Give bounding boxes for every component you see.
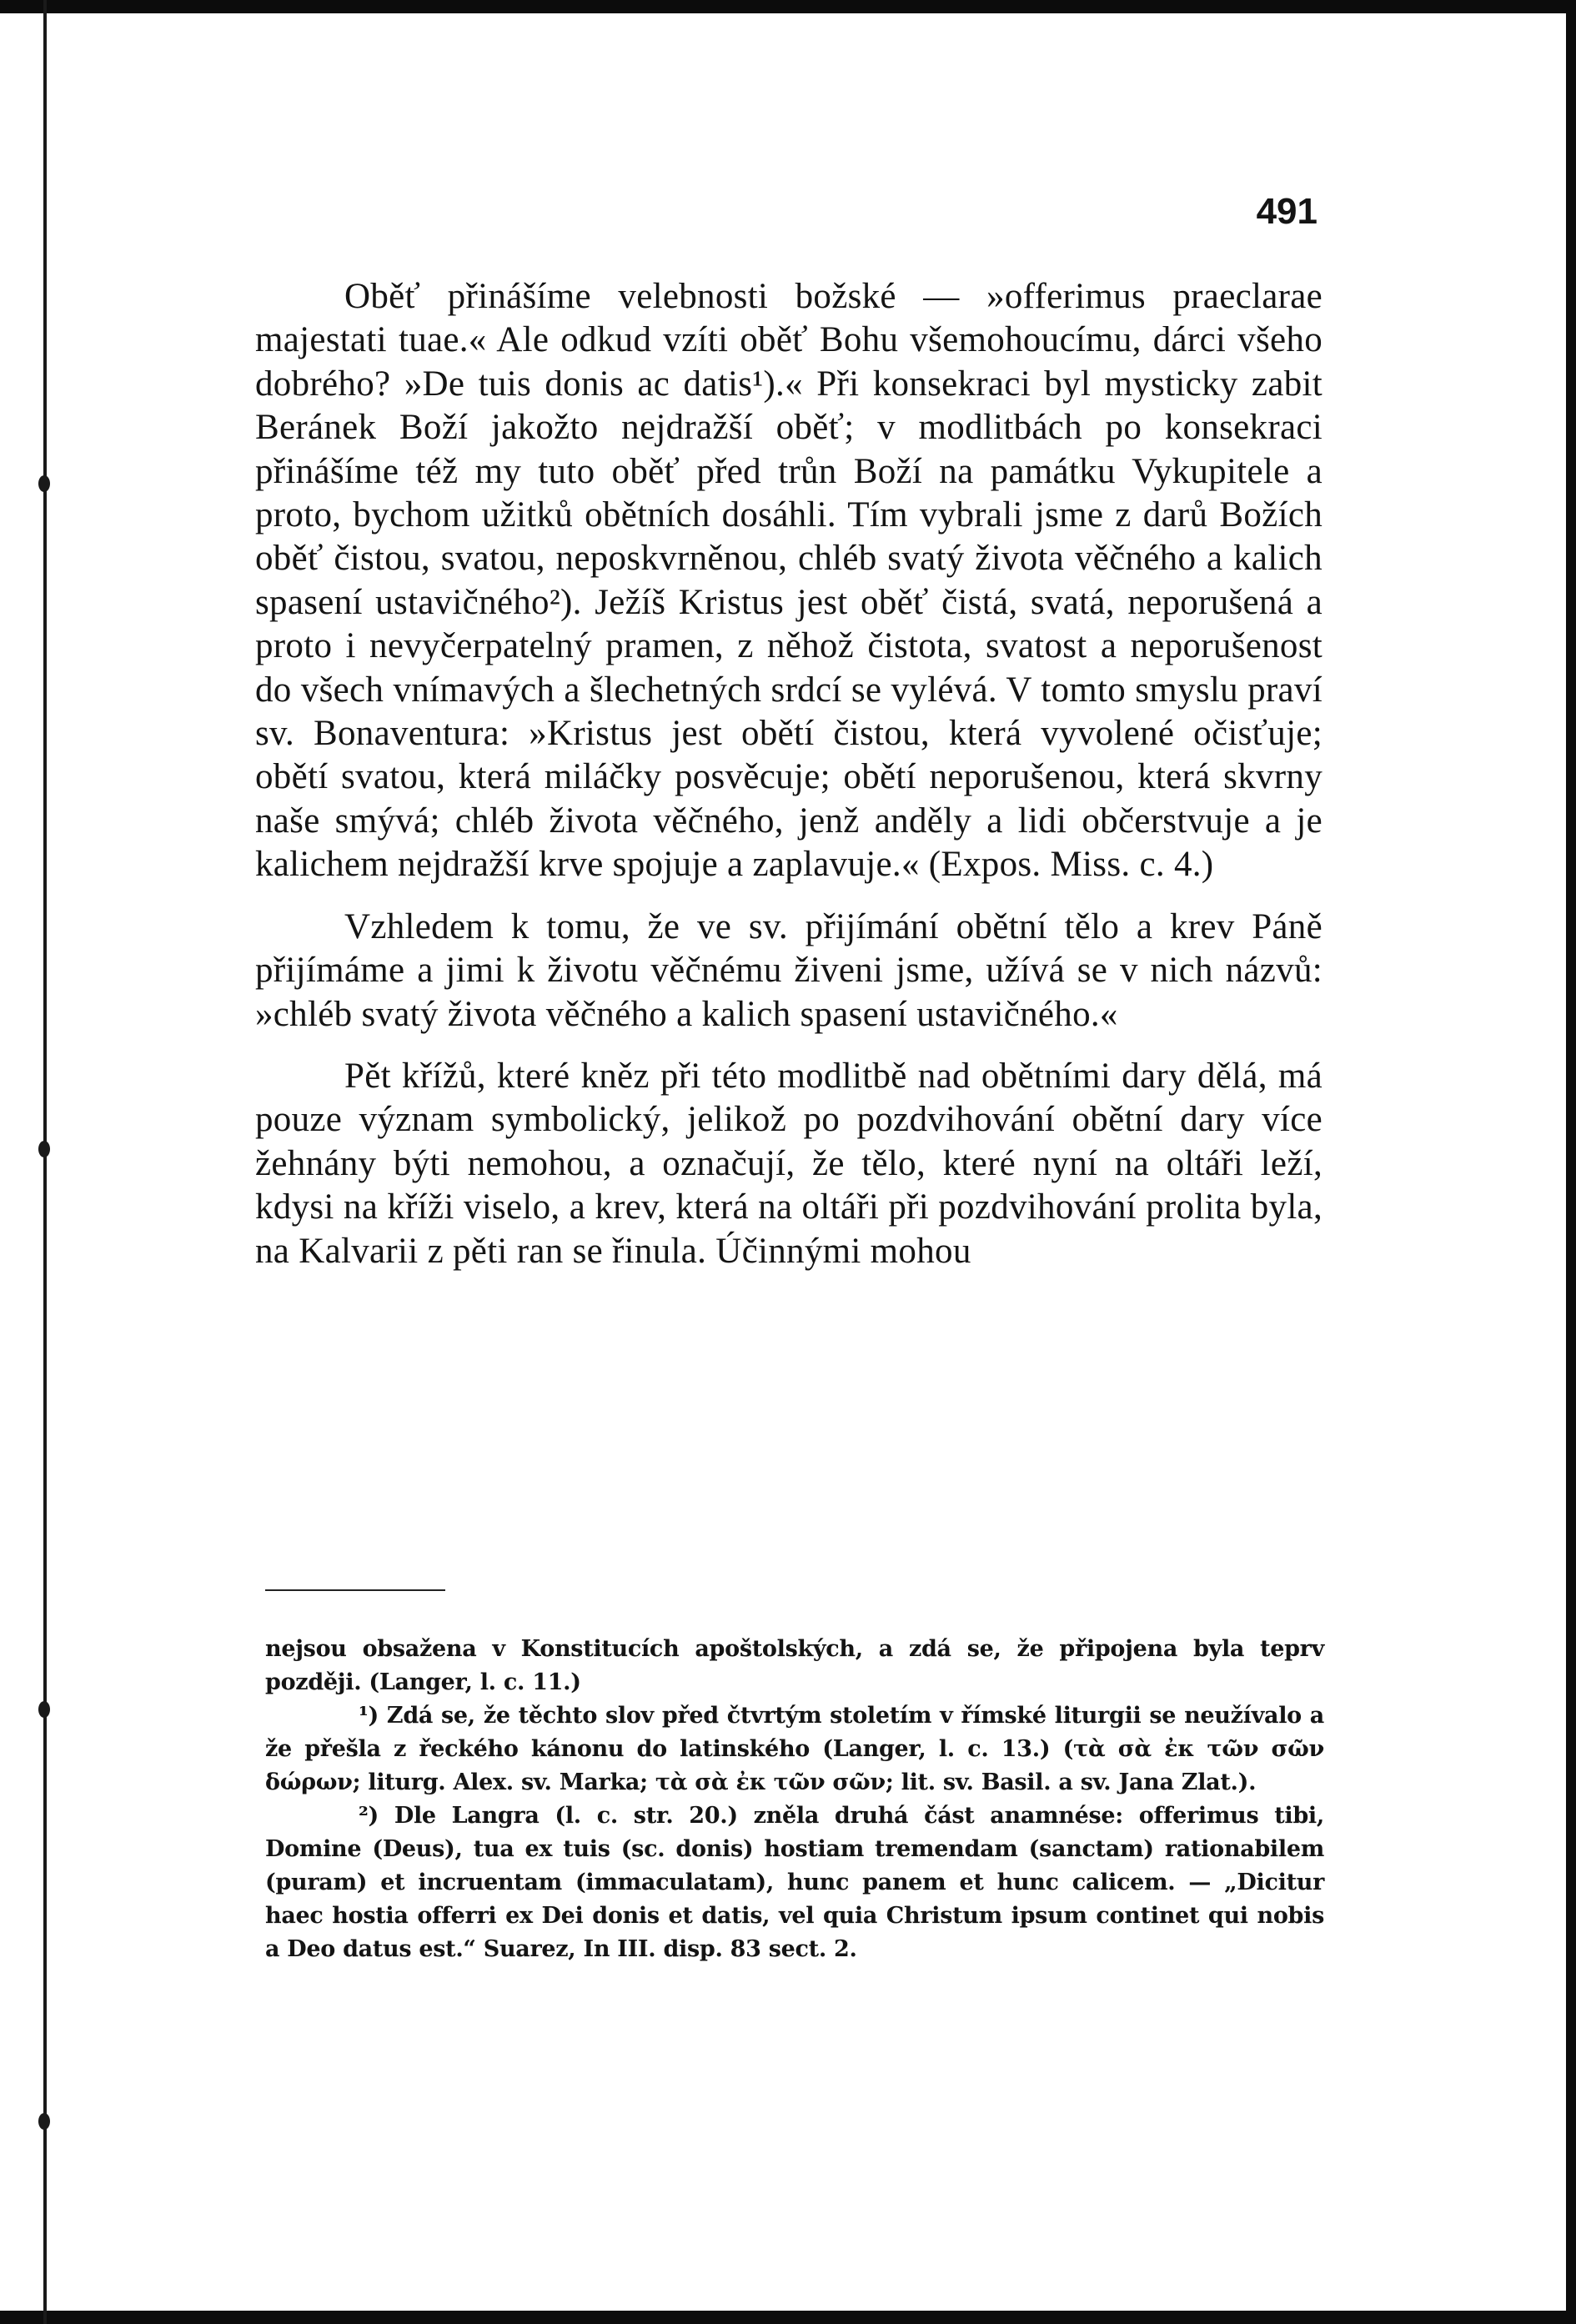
binding-gutter-line (43, 0, 47, 2324)
footnotes (265, 1633, 1324, 1966)
paragraph: Pět křížů, které kněz při této modlitbě nad obětními dary dělá, má pouze význam symbolický, jelikož po pozdvihování obětní dary více žehnány býti nemohou, a označují, že tělo, které nyní na oltáři leží, kdysi na kříži viselo, a krev, která na oltáři při pozdvihování prolita byla, na Kalvarii z pěti ran se řinula. Účinnými mohou (255, 1056, 1323, 1271)
footnote-1: ¹) Zdá se, že těchto slov před čtvrtým stoletím v římské liturgii se neužívalo a že přešla z řeckého kánonu do latinského (Langer, l. c. 13.) (τὰ σὰ ἐκ τῶν σῶν δώρων; liturg. Alex. sv. Marka; τὰ σὰ ἐκ τῶν σῶν; lit. sv. Basil. a sv. Jana Zlat.). (265, 1703, 1324, 1795)
footnote-2: ²) Dle Langra (l. c. str. 20.) zněla druhá část anamnése: offerimus tibi, Domine (Deus), tua ex tuis (sc. donis) hostiam tremendam (sanctam) rationabilem (puram) et incruentam (immaculatam), hunc panem et hunc calicem. — „Dicitur haec hostia offerri ex Dei donis et datis, vel quia Christum ipsum continet qui nobis a Deo datus est.“ Suarez, In III. disp. 83 sect. 2. (265, 1803, 1324, 1962)
binding-mark (38, 475, 50, 492)
paragraph: Oběť přinášíme velebnosti božské — »offerimus praeclarae majestati tuae.« Ale odkud vzíti oběť Bohu všemohoucímu, dárci všeho dobrého? »De tuis donis ac datis¹).« Při konsekraci byl mysticky zabit Beránek Boží jakožto nejdražší oběť; v modlitbách po konsekraci přinášíme též my tuto oběť před trůn Boží na památku Vykupitele a proto, bychom užitků obětních dosáhli. Tím vybrali jsme z darů Božích oběť čistou, svatou, neposkvrněnou, chléb svatý života věčného a kalich spasení ustavičného²). Ježíš Kristus jest oběť čistá, svatá, neporušená a proto i nevyčerpatelný pramen, z něhož čistota, svatost a neporušenost do všech vnímavých a šlechetných srdcí se vylévá. V tomto smyslu praví sv. Bonaventura: »Kristus jest obětí čistou, která vyvolené očisťuje; obětí svatou, která miláčky posvěcuje; obětí neporušenou, která skvrny naše smývá; chléb života věčného, jenž anděly a lidi občerstvuje a je kalichem nejdražší krve spojuje a zaplavuje.« (Expos. Miss. c. 4.) (255, 277, 1323, 885)
paragraph: Vzhledem k tomu, že ve sv. přijímání obětní tělo a krev Páně přijímáme a jimi k životu věčnému živeni jsme, užívá se v nich názvů: »chléb svatý života věčného a kalich spasení ustavičného.« (255, 906, 1323, 1034)
main-text (255, 275, 1323, 1273)
binding-mark (38, 1141, 50, 1157)
footnote-continuation: nejsou obsažena v Konstitucích apoštolských, a zdá se, že připojena byla teprv později. (Langer, l. c. 11.) (265, 1636, 1324, 1695)
scan-border-right (1566, 0, 1576, 2324)
footnote-rule (265, 1589, 445, 1591)
scan-border-top (0, 0, 1576, 13)
page-number: 491 (1256, 191, 1318, 232)
binding-mark (38, 1701, 50, 1718)
scan-border-bottom (0, 2311, 1576, 2324)
binding-mark (38, 2113, 50, 2130)
